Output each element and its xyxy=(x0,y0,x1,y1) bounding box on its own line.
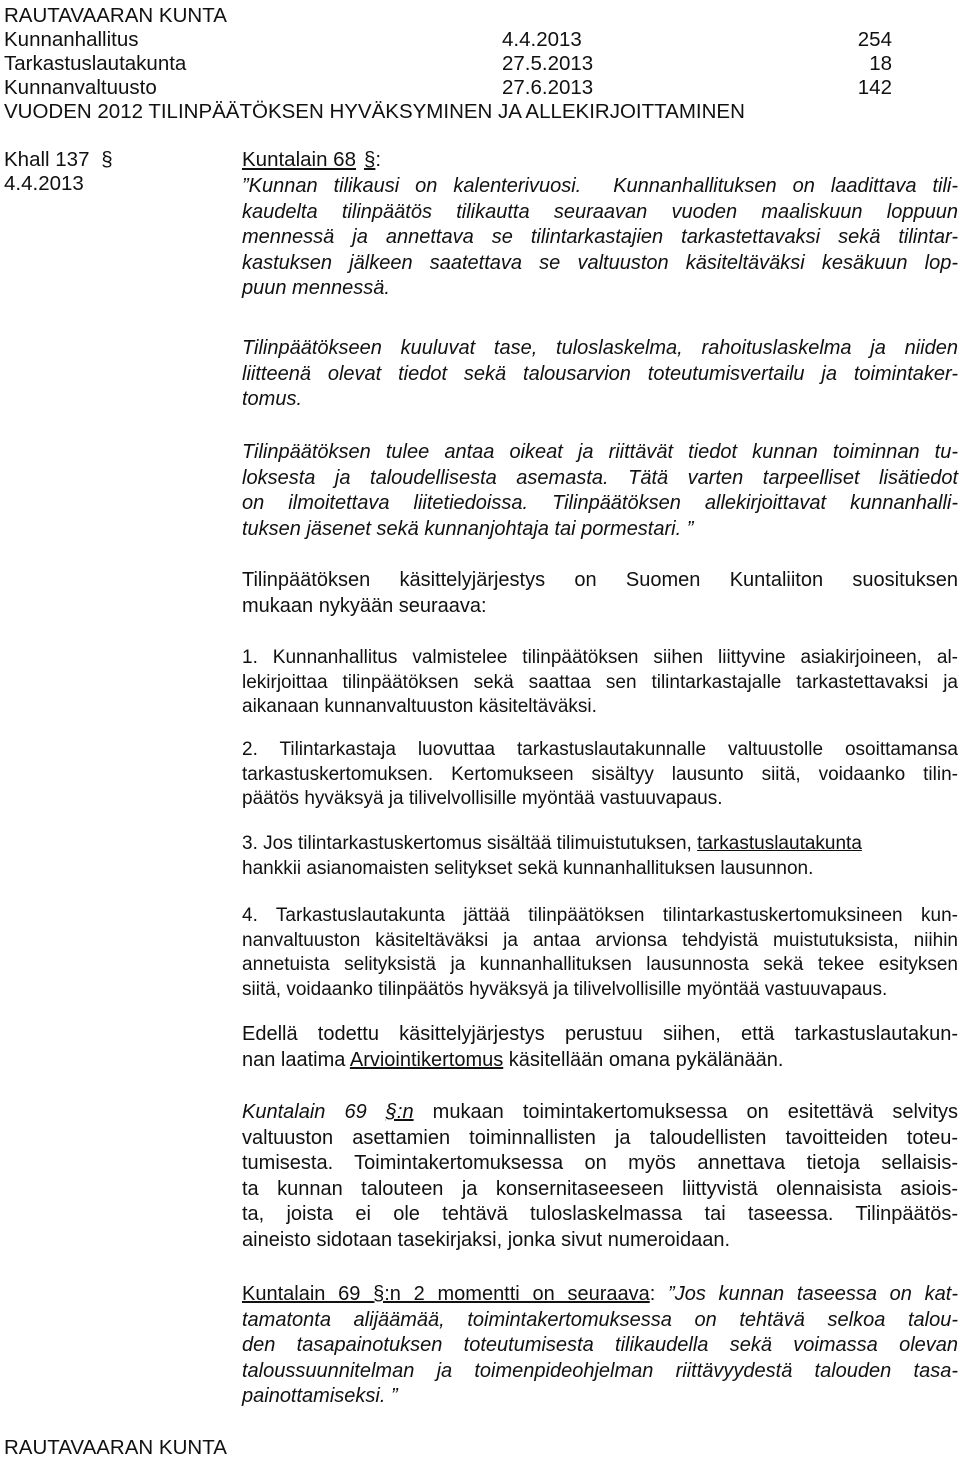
paragraph-true-fair xyxy=(242,440,958,542)
text-line: ta kunnan talouteen ja konsernitaseeseen liittyvistä olennaisista asiois- xyxy=(242,1177,958,1200)
meeting-body-tarkastuslautakunta: Tarkastuslautakunta xyxy=(4,52,187,75)
arviointikertomus-link[interactable]: Arviointikertomus xyxy=(349,1048,504,1071)
text-line: valtuuston asettamien toiminnallisten ja taloudellisten tavoitteiden toteu- xyxy=(242,1126,958,1149)
text-line: kaudelta tilinpäätös tilikautta seuraavan vuoden maaliskuun loppuun xyxy=(242,200,958,223)
law-69-moment-link[interactable]: Kuntalain 69 §:n 2 momentti on seuraava xyxy=(242,1283,650,1305)
text-line: loksesta ja taloudellisesta asemasta. Tätä varten tarpeelliset lisätiedot xyxy=(242,466,958,489)
tarkastuslautakunta-link[interactable]: tarkastuslautakunta xyxy=(697,833,862,854)
meeting-date: 27.5.2013 xyxy=(502,52,594,75)
section-reference xyxy=(4,148,113,172)
text-line: Kuntalain 69 §:n mukaan toimintakertomuksessa on esitettävä selvitys xyxy=(242,1101,959,1123)
text-line: Tilinpäätöksen tulee antaa oikeat ja riittävät tiedot kunnan toiminnan tu- xyxy=(242,441,958,463)
text-line: tamatonta alijäämää, toimintakertomuksessa on tehtävä selkoa talou- xyxy=(242,1308,958,1331)
text-line: taloussuunnitelman ja toimenpideohjelman riittävyydestä talouden tasa- xyxy=(242,1359,958,1382)
text-line: puun mennessä. xyxy=(242,277,390,299)
meeting-body-kunnanhallitus: Kunnanhallitus xyxy=(4,28,139,51)
text-line: päätös hyväksyä ja tilivelvollisille myöntää vastuuvapaus. xyxy=(242,788,723,809)
section-sign: § xyxy=(363,148,376,171)
text-line: tomus. xyxy=(242,388,303,410)
text-line: siitä, voidaanko tilinpäätös hyväksyä ja tilivelvollisille myöntää vastuuvapaus. xyxy=(242,978,888,1000)
text-line: lekirjoittaa tilinpäätöksen sekä saattaa sen tilintarkastajalle tarkastettavaksi ja xyxy=(242,671,958,693)
text-line: 2. Tilintarkastaja luovuttaa tarkastuslautakunnalle valtuustolle osoittamansa xyxy=(242,739,958,760)
paragraph-procedure-intro xyxy=(242,568,958,619)
section-number: 18 xyxy=(869,52,892,75)
paragraph-contents xyxy=(242,336,958,413)
text-line: tuksen jäsenet sekä kunnanjohtaja tai pormestari. ” xyxy=(242,517,694,540)
paragraph-law-quote xyxy=(242,174,958,302)
procedure-step-2 xyxy=(242,738,958,812)
procedure-step-4 xyxy=(242,904,958,1002)
text-line: tarkastuskertomuksen. Kertomukseen sisältyy lausunto siitä, voidaanko tilin- xyxy=(242,763,958,785)
text-line: nanvaltuuston käsiteltäväksi ja antaa arvionsa tehdyistä muistutuksista, niihin xyxy=(242,929,958,951)
text-line: mukaan nykyään seuraava: xyxy=(242,594,487,617)
footer-organization-name: RAUTAVAARAN KUNTA xyxy=(4,1436,227,1459)
text-line: den tasapainotuksen toteutumisesta tilikaudella sekä voimassa olevan xyxy=(242,1334,958,1356)
procedure-step-1 xyxy=(242,646,958,720)
text-line: liitteenä olevat tiedot sekä talousarvion toteutumisvertailu ja toimintaker- xyxy=(242,362,958,385)
section-sign: § xyxy=(101,148,113,171)
text-line: annetuista selityksistä ja kunnanhallituksen lausunnosta sekä tekee esityksen xyxy=(242,954,958,975)
text-line: tumisesta. Toimintakertomuksessa on myös annettava tietoja sellaisis- xyxy=(242,1152,958,1174)
law-reference-colon: : xyxy=(375,148,382,171)
meeting-body-kunnanvaltuusto: Kunnanvaltuusto xyxy=(4,76,157,99)
text-line: nan laatima Arviointikertomus käsitellään omana pykälänään. xyxy=(242,1048,784,1071)
paragraph-evaluation-report xyxy=(242,1022,958,1073)
text-line: 3. Jos tilintarkastuskertomus sisältää tilimuistutuksen, tarkastuslautakunta xyxy=(242,833,862,854)
paragraph-activity-report xyxy=(242,1100,958,1253)
organization-name: RAUTAVAARAN KUNTA xyxy=(4,4,227,27)
section-date: 4.4.2013 xyxy=(4,172,84,195)
document-title: VUODEN 2012 TILINPÄÄTÖKSEN HYVÄKSYMINEN JA ALLEKIRJOITTAMINEN xyxy=(4,100,745,123)
section-number: 254 xyxy=(857,28,892,51)
paragraph-deficit-quote xyxy=(242,1282,958,1410)
text-line: on ilmoitettava liitetiedoissa. Tilinpäätöksen allekirjoittavat kunnanhalli- xyxy=(242,492,958,514)
text-line: painottamiseksi. ” xyxy=(242,1385,398,1407)
law-reference xyxy=(242,148,381,172)
law-reference-link[interactable]: Kuntalain 68 xyxy=(242,148,356,171)
text-line: ta, joista ei ole tehtävä tuloslaskelmassa tai taseessa. Tilinpäätös- xyxy=(242,1203,958,1225)
text-line: 4. Tarkastuslautakunta jättää tilinpäätöksen tilintarkastuskertomuksineen kun- xyxy=(242,905,958,926)
text-line: ”Kunnan tilikausi on kalenterivuosi. Kunnanhallituksen on laadittava tili- xyxy=(242,175,958,197)
text-line: aineisto sidotaan tasekirjaksi, jonka sivut numeroidaan. xyxy=(242,1228,731,1251)
meeting-date: 4.4.2013 xyxy=(502,28,582,51)
text-line: Tilinpäätöksen käsittelyjärjestys on Suomen Kuntaliiton suosituksen xyxy=(242,569,958,591)
text-line: kastuksen jälkeen saatettava se valtuuston käsiteltäväksi kesäkuun lop- xyxy=(242,251,958,274)
text-line: aikanaan kunnanvaltuuston käsiteltäväksi. xyxy=(242,696,597,717)
text-line: 1. Kunnanhallitus valmistelee tilinpäätöksen siihen liittyvine asiakirjoineen, al- xyxy=(242,647,958,668)
text-line: hankkii asianomaisten selitykset sekä kunnanhallituksen lausunnon. xyxy=(242,857,814,879)
section-number: 142 xyxy=(857,76,892,99)
section-69-link[interactable]: §:n xyxy=(385,1101,414,1123)
text-line: Tilinpäätökseen kuuluvat tase, tuloslaskelma, rahoituslaskelma ja niiden xyxy=(242,337,958,359)
meeting-date: 27.6.2013 xyxy=(502,76,594,99)
text-line: Edellä todettu käsittelyjärjestys perustuu siihen, että tarkastuslautakun- xyxy=(242,1023,958,1045)
text-line: mennessä ja annettava se tilintarkastajien tarkastettavaksi sekä tilintar- xyxy=(242,226,958,248)
procedure-step-3 xyxy=(242,832,958,881)
text-line: Kuntalain 69 §:n 2 momentti on seuraava: ”Jos kunnan taseessa on kat- xyxy=(242,1283,958,1305)
section-ref-label: Khall 137 xyxy=(4,148,90,171)
